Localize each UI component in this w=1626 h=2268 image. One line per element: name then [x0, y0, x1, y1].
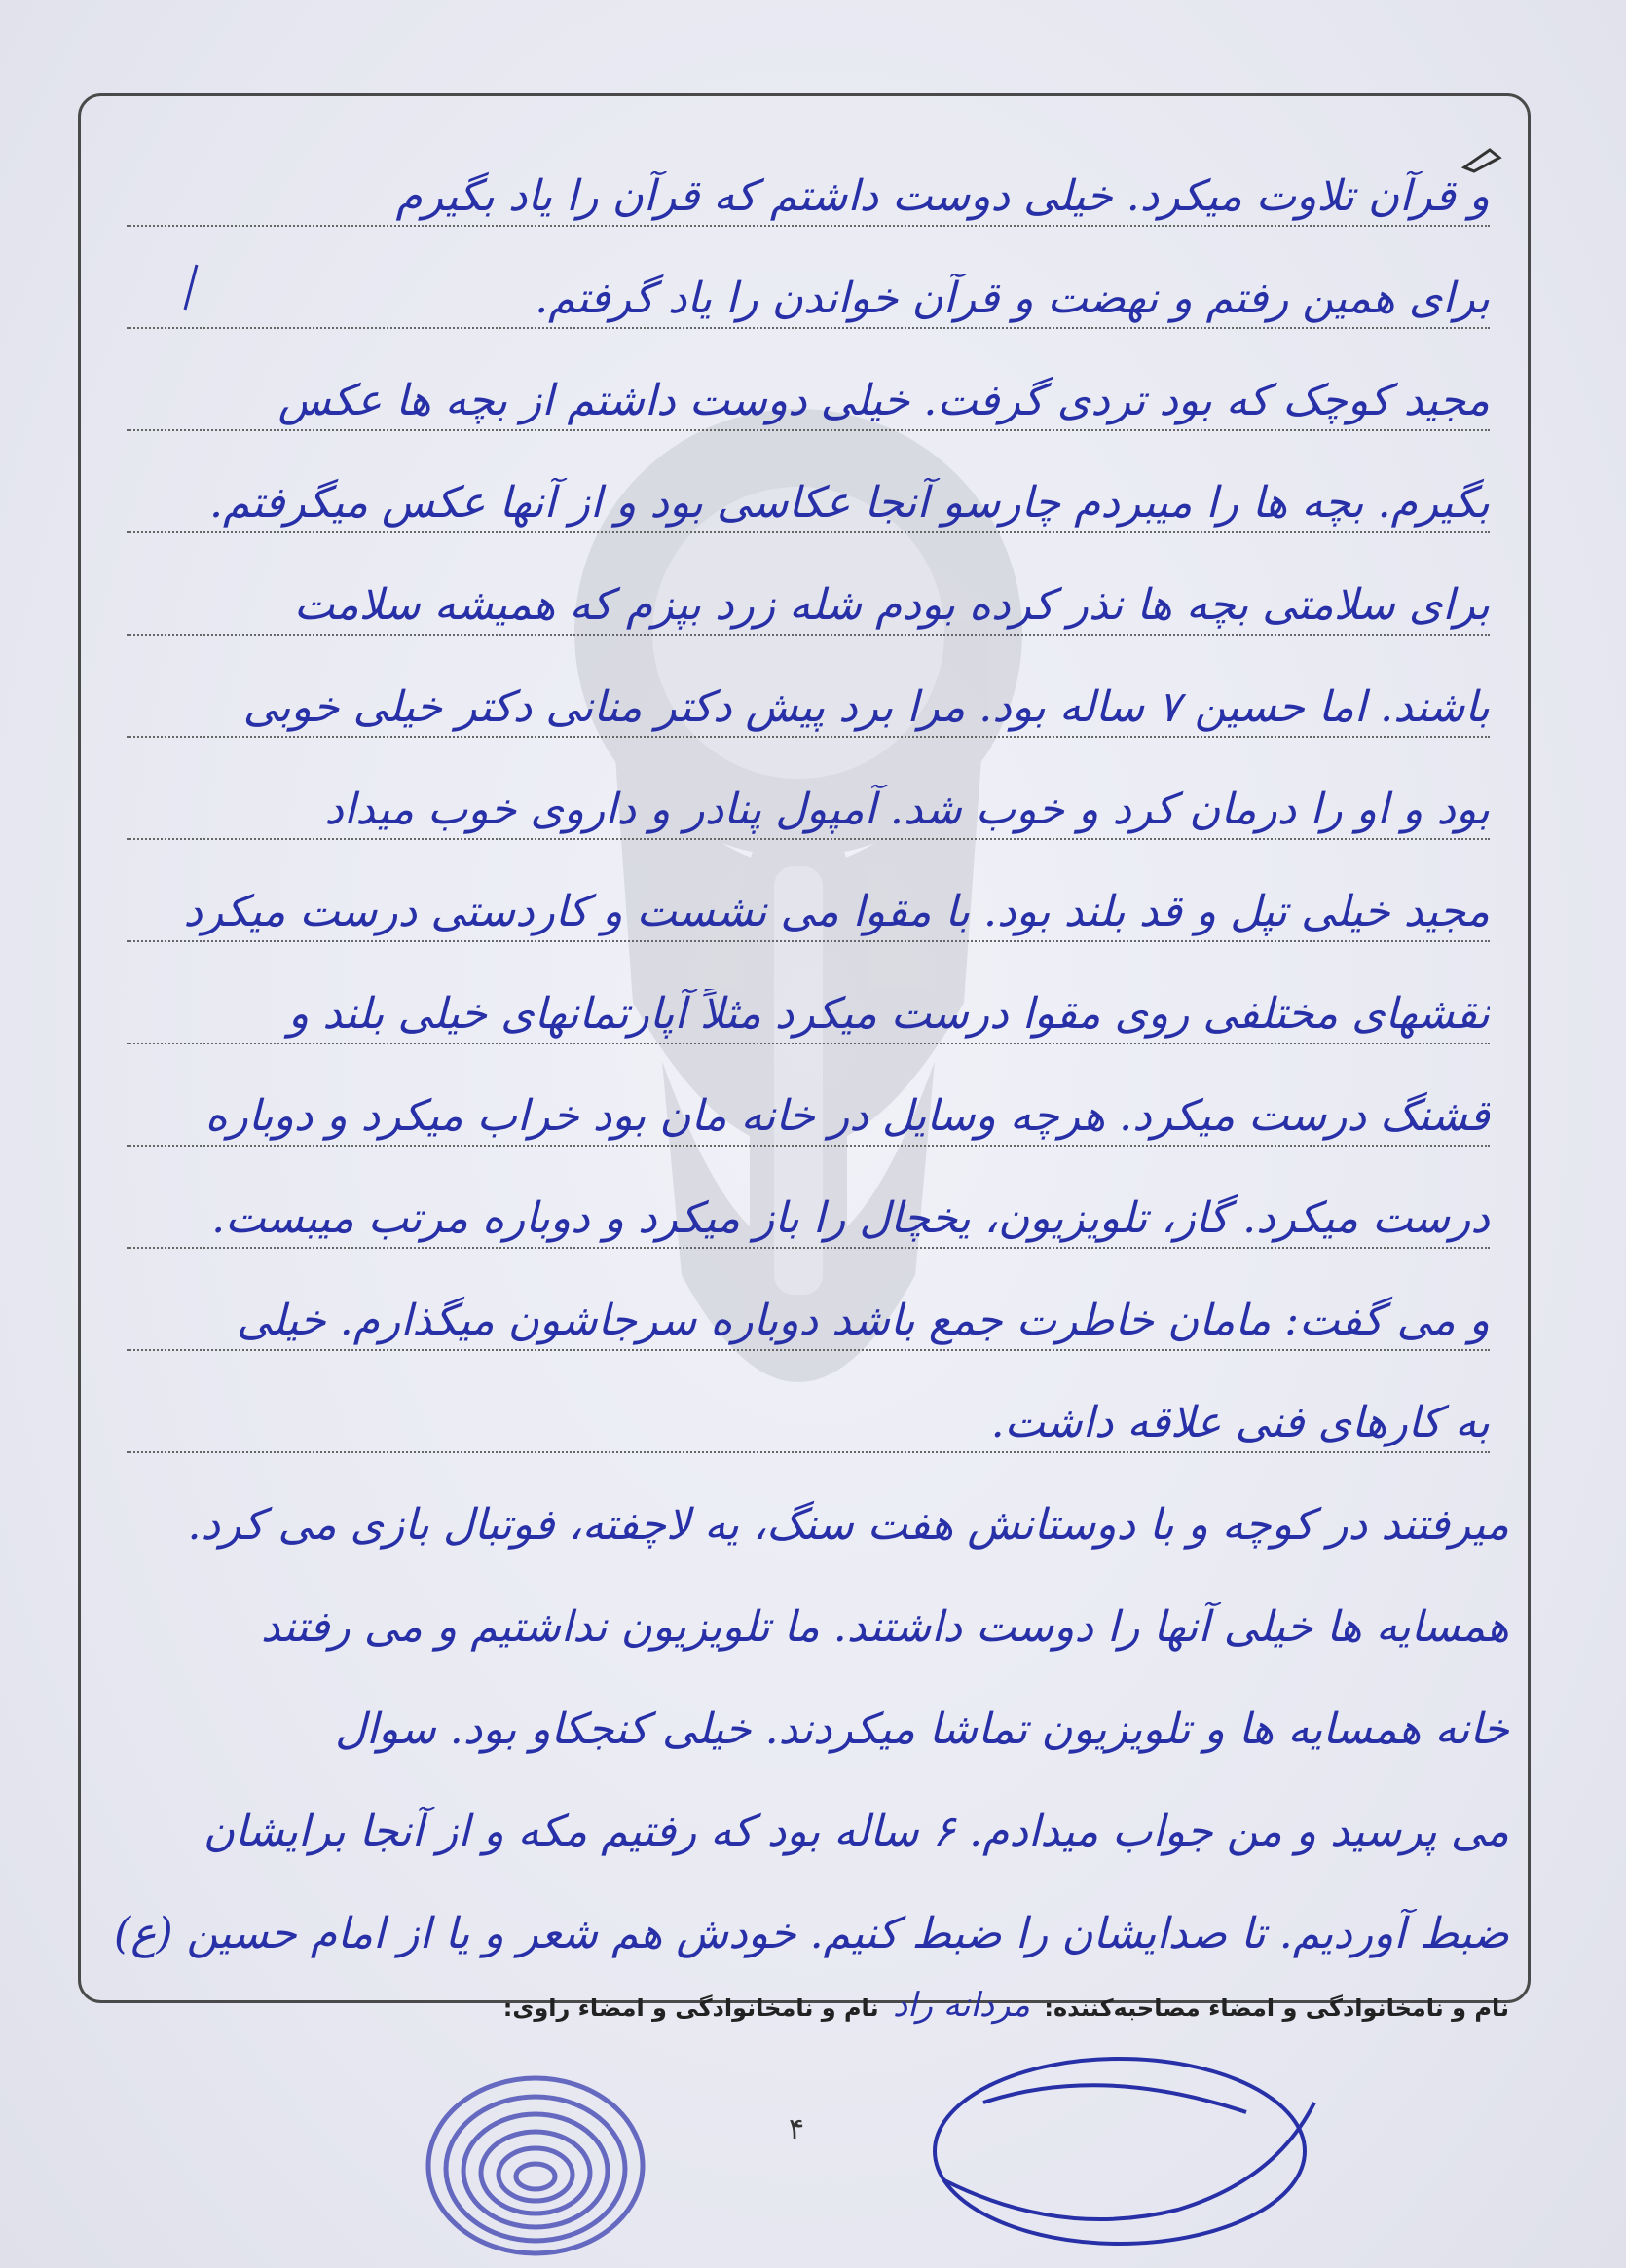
text-line: بود و او را درمان کرد و خوب شد. آمپول پنادر و داروی خوب میداد	[127, 750, 1490, 852]
interviewer-label: نام و نامخانوادگی و امضاء مصاحبه‌کننده:	[1044, 1994, 1509, 2022]
handwritten-text-block	[114, 136, 1509, 1976]
text-line: ضبط آوردیم. تا صدایشان را ضبط کنیم. خودش هم شعر و یا از امام حسین (ع)	[114, 1909, 1509, 1958]
text-line: و می گفت: مامان خاطرت جمع باشد دوباره سرجاشون میگذارم. خیلی	[127, 1261, 1490, 1363]
text-line: بگیرم. بچه ها را میبردم چارسو آنجا عکاسی بود و از آنها عکس میگرفتم.	[127, 443, 1490, 545]
text-line: برای سلامتی بچه ها نذر کرده بودم شله زرد بپزم که همیشه سلامت	[127, 545, 1490, 647]
text-line: باشند. اما حسین ۷ ساله بود. مرا برد پیش دکتر منانی دکتر خیلی خوبی	[127, 647, 1490, 750]
text-line: و قرآن تلاوت میکرد. خیلی دوست داشتم که قرآن را یاد بگیرم	[127, 136, 1490, 238]
text-line: خانه همسایه ها و تلویزیون تماشا میکردند. خیلی کنجکاو بود. سوال	[334, 1704, 1509, 1754]
fingerprint	[409, 2064, 662, 2268]
text-line: مجید خیلی تپل و قد بلند بود. با مقوا می نشست و کاردستی درست میکرد	[127, 852, 1490, 954]
text-line: برای همین رفتم و نهضت و قرآن خواندن را یاد گرفتم.	[127, 238, 1490, 341]
narrator-label: نام و نامخانوادگی و امضاء راوی:	[502, 1994, 879, 2022]
signature	[925, 2044, 1334, 2268]
page-number: ۴	[789, 2112, 805, 2146]
text-line: درست میکرد. گاز، تلویزیون، یخچال را باز میکرد و دوباره مرتب میبست.	[127, 1158, 1490, 1261]
text-line: همسایه ها خیلی آنها را دوست داشتند. ما تلویزیون نداشتیم و می رفتند	[260, 1602, 1509, 1652]
text-line: قشنگ درست میکرد. هرچه وسایل در خانه مان بود خراب میکرد و دوباره	[127, 1056, 1490, 1158]
signature-line	[107, 1986, 1509, 2025]
interviewer-name: مردانه راد	[892, 1986, 1031, 2025]
text-line: مجید کوچک که بود تردی گرفت. خیلی دوست داشتم از بچه ها عکس	[127, 341, 1490, 443]
text-line: میرفتند در کوچه و با دوستانش هفت سنگ، یه لاچفته، فوتبال بازی می کرد.	[187, 1500, 1509, 1550]
text-line: نقشهای مختلفی روی مقوا درست میکرد مثلاً آپارتمانهای خیلی بلند و	[127, 954, 1490, 1056]
text-line: می پرسید و من جواب میدادم. ۶ ساله بود که رفتیم مکه و از آنجا برایشان	[203, 1807, 1509, 1856]
text-line: به کارهای فنی علاقه داشت.	[127, 1363, 1490, 1465]
